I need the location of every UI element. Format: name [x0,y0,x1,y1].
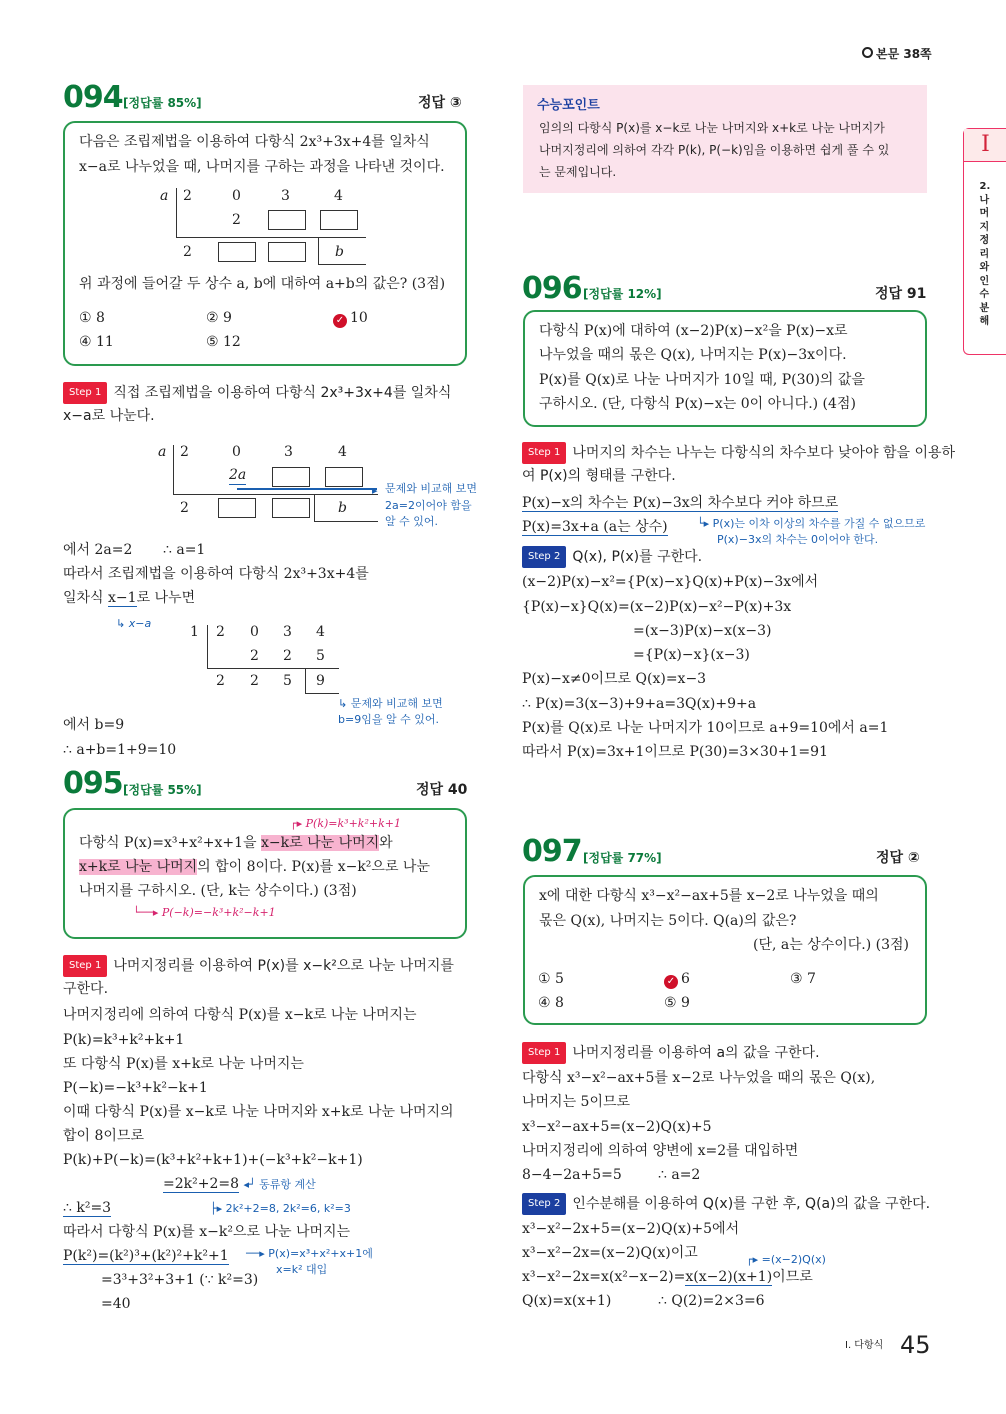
coef: 4 [334,188,343,204]
solution-line: P(x)−x≠0이므로 Q(x)=x−3 [522,671,707,687]
tip-text: 임의의 다항식 P(x)를 x−k로 나눈 나머지와 x+k로 나눈 나머지가 [539,121,885,135]
division-line [318,237,319,264]
text: 다항식 P(x)=x³+x²+x+1을 [79,835,261,851]
coef: 4 [316,624,325,640]
annotation [320,696,443,728]
step1-badge: Step 1 [522,1042,566,1064]
coef: 0 [250,624,259,640]
solution-line: 따라서 다항식 P(x)를 x−k²으로 나눈 나머지는 [63,1224,351,1240]
coef: 2 [232,212,241,228]
answer: 정답 40 [416,782,468,798]
coef: 2 [180,500,189,516]
underlined-text: x−1 [108,590,137,606]
solution-line: 나머지정리에 의하여 양변에 x=2를 대입하면 [522,1143,799,1159]
solution-line: ∴ Q(2)=2×3=6 [658,1293,765,1309]
annotation-text: 2k²+2=8, 2k²=6, k²=3 [225,1202,351,1215]
solution-line: 에서 2a=2 [63,542,133,558]
circle-icon [862,47,873,58]
underlined-text: P(x)−x의 차수는 P(x)−3x의 차수보다 커야 하므로 [522,495,839,511]
coef: 2 [283,648,292,664]
annotation-text: =(x−2)Q(x) [761,1253,826,1266]
blank-box [218,242,256,262]
highlight: x−k로 나눈 나머지 [260,835,380,851]
solution-line: 따라서 P(x)=3x+1이므로 P(30)=3×30+1=91 [522,744,828,760]
solution-line: =(x−3)P(x)−x(x−3) [633,623,772,639]
tip-text: 는 문제입니다. [539,165,617,179]
choice-3[interactable] [333,308,368,328]
solution-line: =3³+3²+3+1 (∵ k²=3) [101,1272,259,1288]
division-line [173,445,174,494]
solution-line [63,1246,229,1266]
text: 일차식 [63,590,109,606]
blank-box [268,210,306,230]
arrow-icon: ▸ [372,484,378,497]
correct-rate: [정답률 55%] [123,783,202,797]
arrow-icon: ┌▸ [746,1253,762,1266]
choice-4[interactable]: ④ 11 [79,334,114,350]
division-line [305,693,339,694]
annotation-text: P(−k)=−k³+k²−k+1 [161,906,276,919]
solution-line: ={P(x)−x}(x−3) [633,647,750,663]
problem-text: 다음은 조립제법을 이용하여 다항식 2x³+3x+4를 일차식 [79,134,430,150]
choice-label: 6 [681,971,690,987]
annotation-line: x=k² 대입 [276,1263,328,1276]
problem-text [79,857,430,877]
problem-number: 094 [63,80,123,115]
coef: 2 [250,673,259,689]
answer: 정답 ③ [418,95,462,111]
coef: 0 [232,444,241,460]
annotation-line: 알 수 있어. [385,515,438,528]
annotation [385,481,477,531]
solution-line: =40 [101,1296,131,1312]
underlined-text: P(x)=3x+a (a는 상수) [522,519,668,535]
solution-line: 에서 b=9 [63,717,125,733]
problem-text [79,833,393,853]
solution-line: 나머지는 5이므로 [522,1094,631,1110]
step-title: 나머지의 차수는 나누는 다항식의 차수보다 낮아야 함을 이용하 [572,445,956,461]
arrow-line [237,488,377,490]
annotation-line: 문제와 비교해 보면 [385,482,478,495]
solution-line: ∴ a=1 [163,542,206,558]
annotation [116,614,151,634]
underlined-text: P(k²)=(k²)³+(k²)²+k²+1 [63,1248,229,1264]
coef: 2 [183,244,192,260]
blank-box [218,498,256,518]
arrow-icon: └▸ [697,517,713,530]
text: 로 나누면 [136,590,196,606]
underlined-text: x(x−2)(x+1) [685,1269,773,1285]
correct-rate: [정답률 85%] [123,96,202,110]
text: 의 합이 8이다. P(x)를 x−k²으로 나눈 [197,859,430,875]
step-title: 여 P(x)의 형태를 구한다. [522,468,676,484]
problem-text: 구하시오. (단, 다항식 P(x)−x는 0이 아니다.) (4점) [539,396,856,412]
choice-2[interactable] [664,969,690,989]
solution-line [163,1174,316,1195]
coef: 2 [180,444,189,460]
solution-line: 또 다항식 P(x)를 x+k로 나눈 나머지는 [63,1056,304,1072]
solution-line [522,517,668,537]
step-heading [522,1042,820,1064]
solution-line: 나머지정리에 의하여 다항식 P(x)를 x−k로 나눈 나머지는 [63,1007,417,1023]
division-line [314,494,315,521]
problem-text: 몫은 Q(x), 나머지는 5이다. Q(a)의 값은? [539,913,797,929]
step-title: 나머지정리를 이용하여 a의 값을 구한다. [572,1045,820,1061]
annotation-line: P(x)는 이차 이상의 차수를 가질 수 없으므로 [712,517,926,530]
blank-box [325,467,363,487]
step-heading [63,955,454,977]
arrow-icon: ├▸ [210,1202,226,1215]
problem-text: (단, a는 상수이다.) (3점) [753,937,910,953]
division-line [314,521,378,522]
blank-box [268,242,306,262]
solution-line: ∴ a=2 [658,1167,701,1183]
coef: 9 [316,673,325,689]
step-heading [522,1193,930,1215]
solution-line: Q(x)=x(x+1) [522,1293,612,1309]
divisor: 1 [190,624,199,640]
annotation [210,1199,351,1219]
solution-line: 합이 8이므로 [63,1128,144,1144]
page-number: 45 [900,1331,931,1359]
choice-5[interactable]: ⑤ 12 [206,334,241,350]
solution-line: x³−x²−2x+5=(x−2)Q(x)+5에서 [522,1221,740,1237]
coef: 3 [281,188,290,204]
solution-line: {P(x)−x}Q(x)=(x−2)P(x)−x²−P(x)+3x [522,599,792,615]
solution-line [63,588,195,608]
step1-badge: Step 1 [63,382,107,404]
step-title: 구한다. [63,981,109,997]
step-heading [522,546,702,568]
coef: 0 [232,188,241,204]
annotation-text: 동류항 계산 [259,1178,316,1191]
problem-number: 097 [522,834,582,869]
text: x³−x²−2x=x(x²−x−2)= [522,1269,686,1285]
highlight: x+k로 나눈 나머지 [79,859,198,875]
blank-box [272,498,310,518]
page-reference [862,44,932,64]
answer: 정답 91 [875,286,927,302]
annotation [133,903,276,923]
page-reference-text: 본문 38쪽 [876,47,932,61]
arrow-icon: └──▸ [133,906,162,919]
arrow-icon: ┌▸ [290,817,306,830]
problem-text: 나누었을 때의 몫은 Q(x), 나머지는 P(x)−3x이다. [539,347,847,363]
annotation-text: x−a [128,617,152,630]
blank-box [320,210,358,230]
solution-line: 다항식 x³−x²−ax+5를 x−2로 나누었을 때의 몫은 Q(x), [522,1070,876,1086]
division-line [305,668,306,693]
annotation-line: P(x)−3x의 차수는 0이어야 한다. [717,533,879,546]
step2-badge: Step 2 [522,1193,566,1215]
arrow-icon: ──▸ [246,1247,269,1260]
remainder: b [335,244,344,260]
annotation [246,1246,373,1278]
underlined-text: =2k²+2=8 [163,1176,240,1192]
choice-1[interactable]: ① 8 [79,310,105,326]
coef: 3 [284,444,293,460]
solution-line [522,493,838,513]
coef: 4 [338,444,347,460]
coef: 2 [250,648,259,664]
solution-line: 8−4−2a+5=5 [522,1167,622,1183]
annotation [243,1178,315,1191]
division-line [173,494,378,495]
chapter-title: 2. 나머지정리와 인수분해 [979,181,991,327]
solution-line: (x−2)P(x)−x²={P(x)−x}Q(x)+P(x)−3x에서 [522,574,819,590]
divisor: a [160,188,169,204]
solution-line: 이때 다항식 P(x)를 x−k로 나눈 나머지와 x+k로 나눈 나머지의 [63,1104,454,1120]
choice-3[interactable]: ③ 7 [790,971,816,987]
step-heading [63,382,451,404]
chapter-roman: I [964,129,1006,162]
step2-badge: Step 2 [522,546,566,568]
check-icon: ✓ [333,314,347,328]
blank-box [272,467,310,487]
question: 위 과정에 들어갈 두 상수 a, b에 대하여 a+b의 값은? (3점) [79,276,446,292]
underlined-text: ∴ k²=3 [63,1200,112,1216]
coef: 2 [183,188,192,204]
coef-2a: 2a [229,467,247,483]
solution-line: P(k)=k³+k²+k+1 [63,1032,185,1048]
coef: 5 [283,673,292,689]
arrow-icon: ↳ [116,617,126,630]
problem-text: P(x)를 Q(x)로 나눈 나머지가 10일 때, P(30)의 값을 [539,372,865,388]
check-icon: ✓ [664,975,678,989]
division-line [176,188,177,237]
step-heading [522,442,955,464]
correct-rate: [정답률 77%] [583,851,662,865]
correct-rate: [정답률 12%] [583,287,662,301]
division-line [207,625,208,668]
problem-number: 095 [63,766,123,801]
step-title: x−a로 나눈다. [63,408,155,424]
choice-label: 10 [350,310,368,326]
solution-line: P(−k)=−k³+k²−k+1 [63,1080,208,1096]
annotation-line: P(x)=x³+x²+x+1에 [268,1247,373,1260]
coef: 2 [216,673,225,689]
annotation-line: 2a=2이어야 함을 [385,498,472,512]
footer-section: Ⅰ. 다항식 [845,1340,884,1351]
annotation-line: b=9임을 알 수 있어. [338,713,439,726]
solution-line: ∴ P(x)=3(x−3)+9+a=3Q(x)+9+a [522,696,757,712]
solution-line: x³−x²−2x=(x−2)Q(x)이고 [522,1245,698,1261]
arrow-icon: ↳ [338,697,351,710]
division-line [318,264,366,265]
step-title: 나머지정리를 이용하여 P(x)를 x−k²으로 나눈 나머지를 [113,958,454,974]
problem-text: 다항식 P(x)에 대하여 (x−2)P(x)−x²을 P(x)−x로 [539,323,848,339]
solution-line: 따라서 조립제법을 이용하여 다항식 2x³+3x+4를 [63,566,369,582]
text: 와 [379,835,393,851]
tip-text: 나머지정리에 의하여 각각 P(k), P(−k)임을 이용하면 쉽게 풀 수 있 [539,143,890,157]
chapter-tab[interactable] [963,128,1006,355]
text: 이므로 [772,1269,813,1285]
choice-1[interactable]: ① 5 [538,971,564,987]
step-title: 직접 조립제법을 이용하여 다항식 2x³+3x+4를 일차식 [113,385,452,401]
annotation-text: P(k)=k³+k²+k+1 [305,817,401,830]
step-title: 인수분해를 이용하여 Q(x)를 구한 후, Q(a)의 값을 구한다. [572,1196,931,1212]
choice-5[interactable]: ⑤ 9 [664,995,690,1011]
solution-line [522,1267,813,1287]
solution-line [63,1198,111,1218]
remainder: b [338,500,347,516]
choice-4[interactable]: ④ 8 [538,995,564,1011]
step1-badge: Step 1 [63,955,107,977]
tip-box [523,85,927,193]
coef: 2 [216,624,225,640]
division-line [176,237,366,238]
answer: 정답 ② [876,850,920,866]
solution-line: P(k)+P(−k)=(k³+k²+k+1)+(−k³+k²−k+1) [63,1152,363,1168]
solution-line: x³−x²−ax+5=(x−2)Q(x)+5 [522,1119,712,1135]
problem-text: x에 대한 다항식 x³−x²−ax+5를 x−2로 나누었을 때의 [539,888,879,904]
annotation-line: 문제와 비교해 보면 [350,697,443,710]
division-line [207,668,339,669]
choice-2[interactable]: ② 9 [206,310,232,326]
solution-line: ∴ a+b=1+9=10 [63,742,177,758]
annotation [290,814,401,834]
problem-text: x−a로 나누었을 때, 나머지를 구하는 과정을 나타낸 것이다. [79,159,445,175]
solution-line: P(x)를 Q(x)로 나눈 나머지가 10이므로 a+9=10에서 a=1 [522,720,889,736]
problem-text: 나머지를 구하시오. (단, k는 상수이다.) (3점) [79,883,357,899]
coef: 5 [316,648,325,664]
step1-badge: Step 1 [522,442,566,464]
arrow-icon: ◂┘ [243,1178,260,1191]
annotation [697,516,925,548]
divisor: a [158,444,167,460]
step-title: Q(x), P(x)를 구한다. [572,549,703,565]
problem-number: 096 [522,271,582,306]
coef: 3 [283,624,292,640]
tip-title: 수능포인트 [537,98,600,113]
